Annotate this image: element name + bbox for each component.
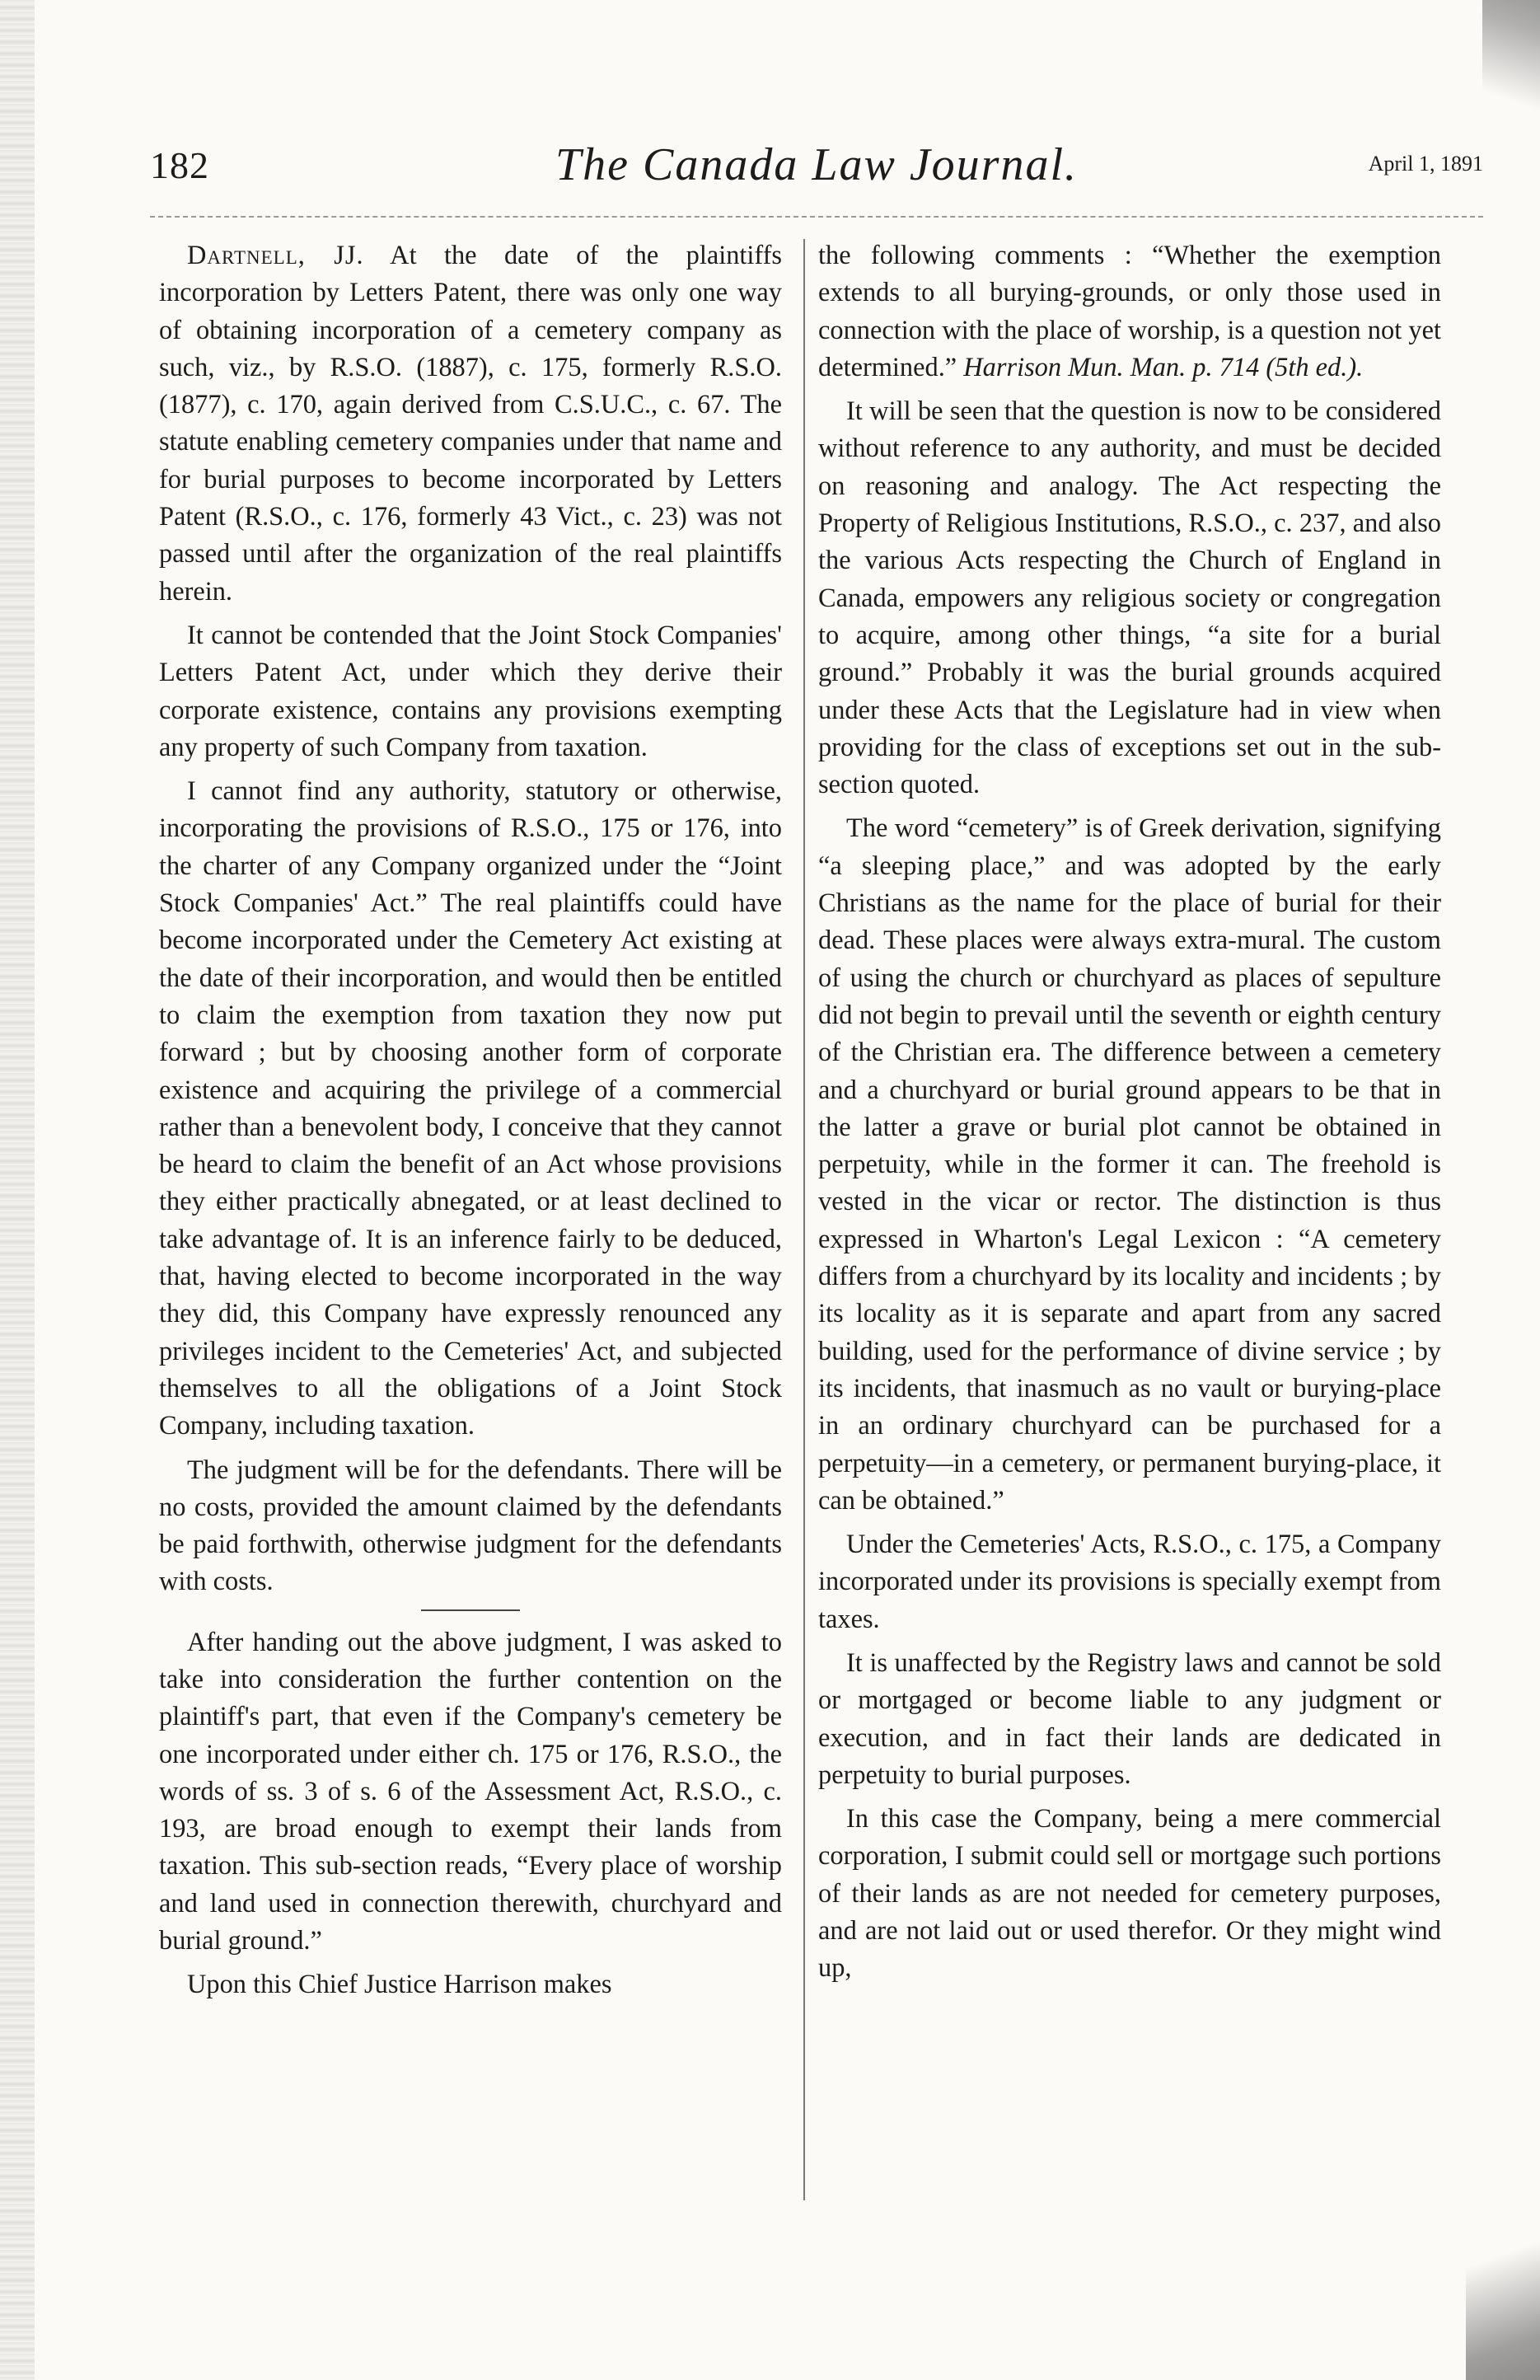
scanned-page-edge — [0, 0, 35, 2380]
continued-paragraph — [818, 237, 1441, 387]
header-rule — [150, 216, 1483, 218]
page-corner-shadow-top — [1482, 0, 1540, 165]
left-column — [159, 237, 782, 2011]
page-corner-shadow-bottom — [1466, 2182, 1540, 2380]
paragraph: In this case the Company, being a mere commercial corporation, I submit could sell or mortgage such portions of their lands as are not needed for cemetery purposes, and are not laid out or used therefor. Or they might wind up, — [818, 1804, 1441, 1984]
paragraph-text: At the date of the plaintiffs incorporation by Letters Patent, there was only one way of obtaining incorporation of a cemetery company as such, viz., by R.S.O. (1887), c. 175, formerly R.S.O. (1877), c. 170, again derived from C.S.U.C., c. 67. The statute enabling cemetery companies under that name and for burial purposes to become incorporated by Letters Patent (R.S.O., c. 176, formerly 43 Vict., c. 23) was not passed until after the organization of the real plaintiffs herein. — [159, 241, 782, 607]
column-divider — [803, 239, 805, 2200]
page-number: 182 — [150, 144, 209, 186]
running-header — [150, 138, 1483, 196]
paragraph: The word “cemetery” is of Greek derivation, signifying “a sleeping place,” and was adopted by the early Christians as the name for the place of burial for their dead. These places were always extra-mural. The custom of using the church or churchyard as places of sepulture did not begin to prevail until the seventh or eighth century of the Christian era. The difference between a cemetery and a churchyard or burial ground appears to be that in the latter a grave or burial plot cannot be obtained in perpetuity, while in the former it can. The freehold is vested in the vicar or rector. The distinction is thus expressed in Wharton's Legal Lexicon : “A cemetery differs from a churchyard by its locality and incidents ; by its locality as it is separate and apart from any sacred building, used for the performance of divine service ; by its incidents, that inasmuch as no vault or burying-place in an ordinary churchyard can be purchased for a perpetuity—in a cemetery, or permanent burying-place, it can be obtained.” — [818, 813, 1441, 1516]
paragraph: Under the Cemeteries' Acts, R.S.O., c. 175, a Company incorporated under its provisions is specially exempt from taxes. — [818, 1530, 1441, 1634]
journal-title: The Canada Law Journal. — [555, 139, 1079, 190]
judge-name: Dartnell, JJ. — [187, 241, 364, 270]
paragraph: Upon this Chief Justice Harrison makes — [187, 1970, 612, 2000]
citation: Harrison Mun. Man. p. 714 (5th ed.). — [963, 352, 1364, 382]
judgment-opening-paragraph — [159, 237, 782, 611]
paragraph: The judgment will be for the defendants. There will be no costs, provided the amount claimed by the defendants be paid forthwith, otherwise judgment for the defendants with costs. — [159, 1455, 782, 1597]
issue-date: April 1, 1891 — [1368, 152, 1483, 176]
section-divider — [421, 1609, 520, 1611]
paragraph: It cannot be contended that the Joint Stock Companies' Letters Patent Act, under which they derive their corporate existence, contains any provisions exempting any property of such Company from taxation. — [159, 620, 782, 762]
paragraph: It is unaffected by the Registry laws and cannot be sold or mortgaged or become liable to any judgment or execution, and in fact their lands are dedicated in perpetuity to burial purposes. — [818, 1647, 1441, 1790]
paragraph: I cannot find any authority, statutory or otherwise, incorporating the provisions of R.S.O., 175 or 176, into the charter of any Company organized under the “Joint Stock Companies' Act.” The real plaintiffs could have become incorporated under the Cemetery Act existing at the date of their incorporation, and would then be entitled to claim the exemption from taxation they now put forward ; but by choosing another form of corporate existence and acquiring the privilege of a commercial rather than a benevolent body, I conceive that they cannot be heard to claim the benefit of an Act whose provisions they either practically abnegated, or at least declined to take advantage of. It is an inference fairly to be deduced, that, having elected to become incorporated in the way they did, this Company have expressly renounced any privileges incident to the Cemeteries' Act, and subjected themselves to all the obligations of a Joint Stock Company, including taxation. — [159, 776, 782, 1441]
right-column — [818, 237, 1441, 1994]
paragraph-text: the following comments : “Whether the exemption extends to all burying-grounds, or only those used in connection with the place of worship, is a question not yet determined.” — [818, 241, 1441, 382]
paragraph: After handing out the above judgment, I was asked to take into consideration the further contention on the plaintiff's part, that even if the Company's cemetery be one incorporated under either ch. 175 or 176, R.S.O., the words of ss. 3 of s. 6 of the Assessment Act, R.S.O., c. 193, are broad enough to exempt their lands from taxation. This sub-section reads, “Every place of worship and land used in connection therewith, churchyard and burial ground.” — [159, 1627, 782, 1956]
paragraph: It will be seen that the question is now to be considered without reference to any authority, and must be decided on reasoning and analogy. The Act respecting the Property of Religious Institutions, R.S.O., c. 237, and also the various Acts respecting the Church of England in Canada, empowers any religious society or congregation to acquire, among other things, “a site for a burial ground.” Probably it was the burial grounds acquired under these Acts that the Legislature had in view when providing for the class of exceptions set out in the sub-section quoted. — [818, 396, 1441, 800]
